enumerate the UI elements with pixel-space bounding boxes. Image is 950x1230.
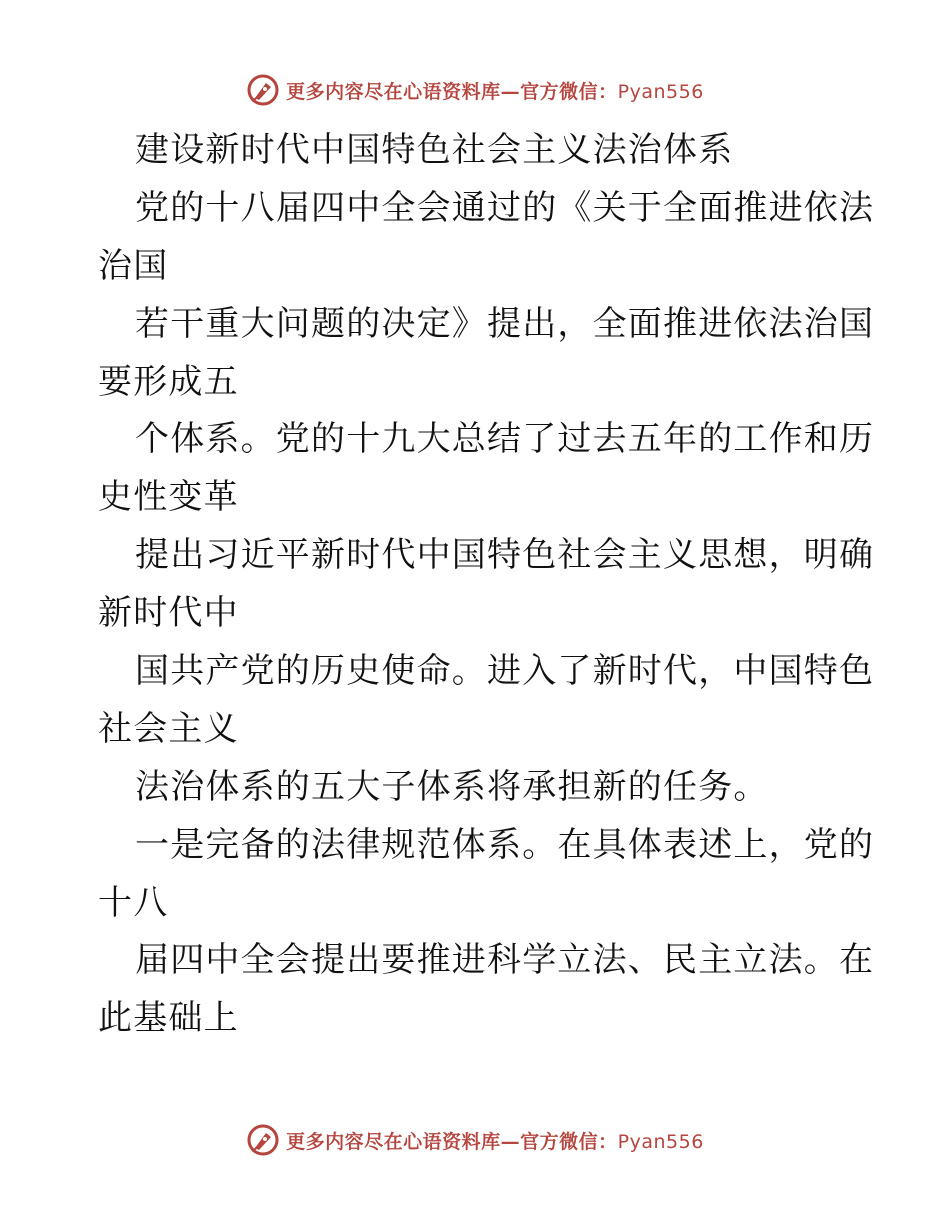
pen-nib-logo-icon — [246, 73, 280, 107]
header-text — [286, 77, 704, 104]
body-line: 此基础上 — [98, 998, 239, 1039]
body-line: 新时代中 — [98, 593, 239, 634]
footer-banner — [0, 1120, 950, 1160]
header-site-text: 更多内容尽在心语资料库—官方微信： — [286, 80, 618, 103]
body-line: 建设新时代中国特色社会主义法治体系 — [135, 130, 734, 170]
document-body — [98, 122, 875, 1048]
footer-wechat-id: Pyan556 — [617, 1130, 704, 1153]
body-line: 提出习近平新时代中国特色社会主义思想，明确 — [135, 535, 875, 576]
footer-site-text: 更多内容尽在心语资料库—官方微信： — [286, 1130, 618, 1153]
body-line: 届四中全会提出要推进科学立法、民主立法。在 — [135, 940, 875, 981]
body-line: 社会主义 — [98, 708, 239, 749]
body-line: 十八 — [98, 882, 169, 923]
pen-nib-logo-icon — [246, 1123, 280, 1157]
header-banner — [0, 70, 950, 110]
body-line: 国共产党的历史使命。进入了新时代，中国特色 — [135, 651, 875, 692]
body-line: 法治体系的五大子体系将承担新的任务。 — [135, 766, 769, 807]
footer-text — [286, 1127, 704, 1154]
body-line: 史性变革 — [98, 477, 239, 518]
body-line: 党的十八届四中全会通过的《关于全面推进依法 — [135, 187, 875, 228]
body-line: 要形成五 — [98, 361, 239, 402]
body-line: 个体系。党的十九大总结了过去五年的工作和历 — [135, 419, 875, 460]
body-line: 一是完备的法律规范体系。在具体表述上，党的 — [135, 824, 875, 865]
body-line: 治国 — [98, 245, 169, 286]
body-line: 若干重大问题的决定》提出，全面推进依法治国 — [135, 303, 875, 344]
header-wechat-id: Pyan556 — [617, 80, 704, 103]
